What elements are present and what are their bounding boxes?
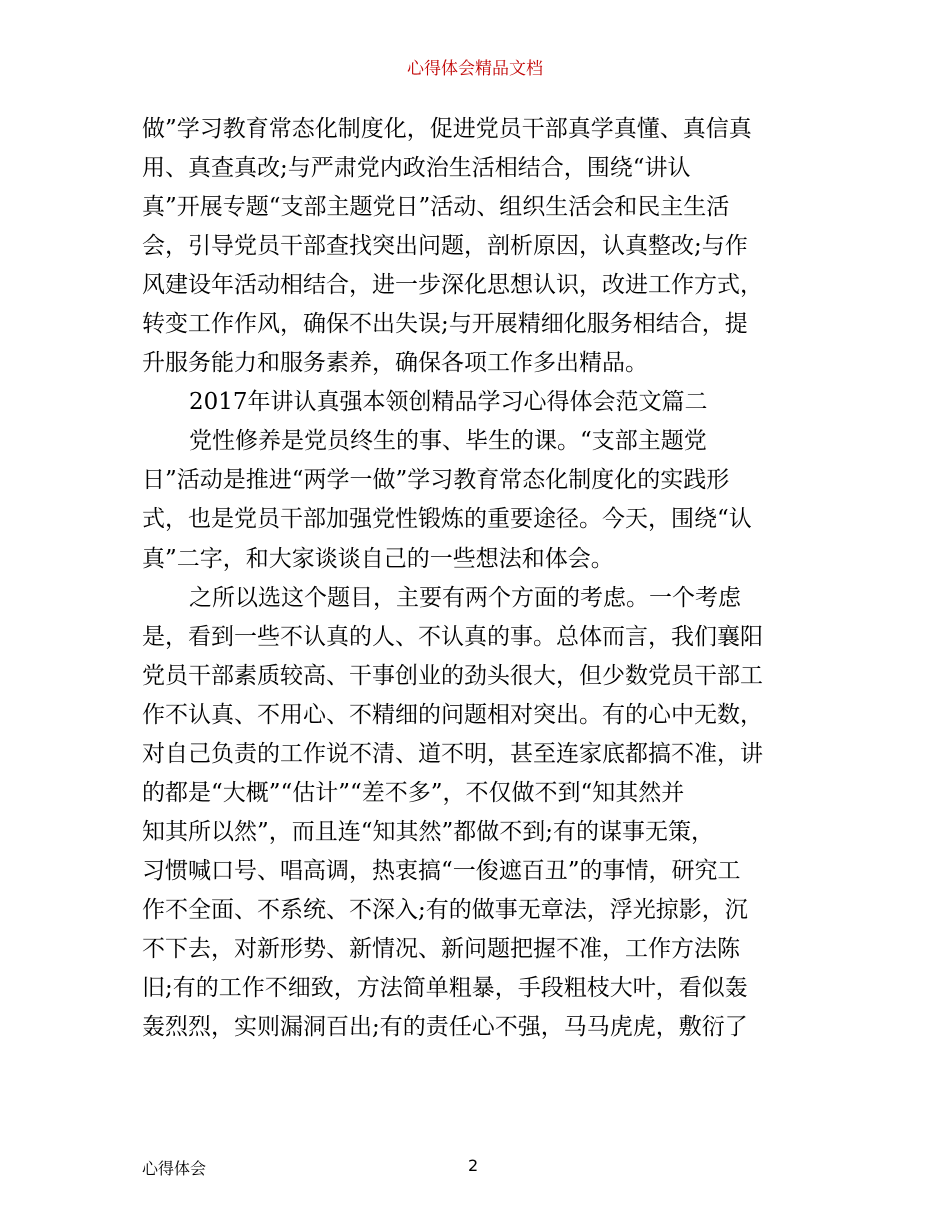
page-header-title: 心得体会精品文档	[407, 59, 543, 79]
text-line: 升服务能力和服务素养，确保各项工作多出精品。	[142, 350, 648, 377]
text-line: 是，看到一些不认真的人、不认真的事。总体而言，我们襄阳	[142, 623, 763, 650]
text-line: 日”活动是推进“两学一做”学习教育常态化制度化的实践形	[142, 467, 730, 494]
text-line: 的都是“大概”“估计”“差不多”，不仅做不到“知其然并	[142, 779, 685, 806]
document-body	[142, 110, 818, 1047]
page-number: 2	[468, 1156, 479, 1175]
text-line: 旧;有的工作不细致，方法简单粗暴，手段粗枝大叶，看似轰	[142, 975, 748, 1002]
text-line: 不下去，对新形势、新情况、新问题把握不准，工作方法陈	[142, 935, 740, 962]
text-line: 用、真查真改;与严肃党内政治生活相结合，围绕“讲认	[142, 155, 691, 182]
footer-label: 心得体会	[142, 1159, 207, 1178]
text-line: 习惯喊口号、唱高调，热衷搞“一俊遮百丑”的事情，研究工	[142, 857, 741, 884]
text-line: 之所以选这个题目，主要有两个方面的考虑。一个考虑	[189, 584, 741, 611]
text-line: 2017年讲认真强本领创精品学习心得体会范文篇二	[189, 389, 708, 416]
text-line: 真”开展专题“支部主题党日”活动、组织生活会和民主生活	[142, 194, 730, 221]
text-line: 对自己负责的工作说不清、道不明，甚至连家底都搞不准，讲	[142, 740, 763, 767]
text-line: 会，引导党员干部查找突出问题，剖析原因，认真整改;与作	[142, 233, 748, 260]
text-line: 转变工作作风，确保不出失误;与开展精细化服务相结合，提	[142, 311, 748, 338]
text-line: 党性修养是党员终生的事、毕生的课。“支部主题党	[189, 428, 707, 455]
text-line: 轰烈烈，实则漏洞百出;有的责任心不强，马马虎虎，敷衍了	[142, 1014, 748, 1041]
text-line: 党员干部素质较高、干事创业的劲头很大，但少数党员干部工	[142, 662, 763, 689]
text-line: 真”二字，和大家谈谈自己的一些想法和体会。	[142, 545, 614, 572]
text-line: 做”学习教育常态化制度化，促进党员干部真学真懂、真信真	[142, 116, 752, 142]
text-line: 知其所以然”，而且连“知其然”都做不到;有的谋事无策，	[142, 818, 715, 845]
text-line: 作不认真、不用心、不精细的问题相对突出。有的心中无数，	[142, 701, 763, 728]
text-line: 式，也是党员干部加强党性锻炼的重要途径。今天，围绕“认	[142, 506, 752, 533]
text-line: 作不全面、不系统、不深入;有的做事无章法，浮光掠影，沉	[142, 896, 748, 923]
text-line: 风建设年活动相结合，进一步深化思想认识，改进工作方式，	[142, 272, 763, 299]
